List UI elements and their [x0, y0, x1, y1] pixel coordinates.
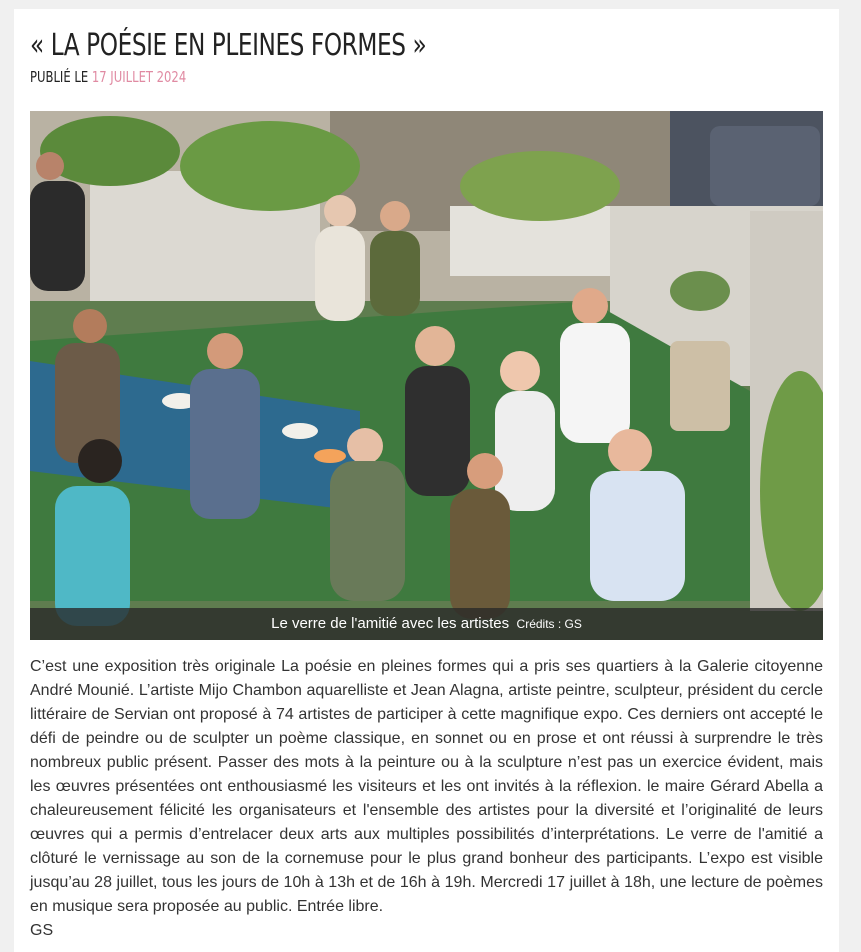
- article-body: [30, 655, 823, 943]
- article-paragraph: C’est une exposition très originale La poésie en pleines formes qui a pris ses quartiers à la Galerie citoyenne André Mounié. L’artiste Mijo Chambon aquarelliste et Jean Alagna, artiste peintre, sculpteur, président du cercle littéraire de Servian ont proposé à 74 artistes de participer à cette magnifique expo. Ces derniers ont accepté le défi de peindre ou de sculpter un poème classique, en sonnet ou en prose et ont réussi à surprendre le très nombreux public présent. Passer des mots à la peinture ou à la sculpture n’est pas un exercice évident, mais les œuvres présentées ont enthousiasmé les visiteurs et les ont invités à la réflexion. le maire Gérard Abella a chaleureusement félicité les organisateurs et l'ensemble des artistes pour la diversité et l’originalité de leurs œuvres qui a permis d’entrelacer deux arts aux multiples possibilités d’interprétations. Le verre de l'amitié a clôturé le vernissage au son de la cornemuse pour le plus grand bonheur des participants. L’expo est visible jusqu’au 28 juillet, tous les jours de 10h à 13h et de 16h à 19h. Mercredi 17 juillet à 18h, une lecture de poèmes en musique sera proposée au public. Entrée libre.: [30, 658, 823, 915]
- photo-caption: Le verre de l'amitié avec les artistes: [271, 615, 510, 632]
- article-card: [14, 9, 839, 952]
- photo-caption-bar: [30, 608, 823, 640]
- published-label: PUBLIÉ LE: [30, 68, 89, 86]
- photo-credit: Crédits : GS: [516, 617, 582, 631]
- featured-photo: [30, 111, 823, 640]
- article-title: « LA POÉSIE EN PLEINES FORMES »: [30, 28, 427, 63]
- publish-meta: [30, 68, 712, 86]
- published-date[interactable]: 17 JUILLET 2024: [91, 68, 187, 86]
- article-signature: GS: [30, 922, 54, 939]
- photo-illustration: [30, 111, 823, 640]
